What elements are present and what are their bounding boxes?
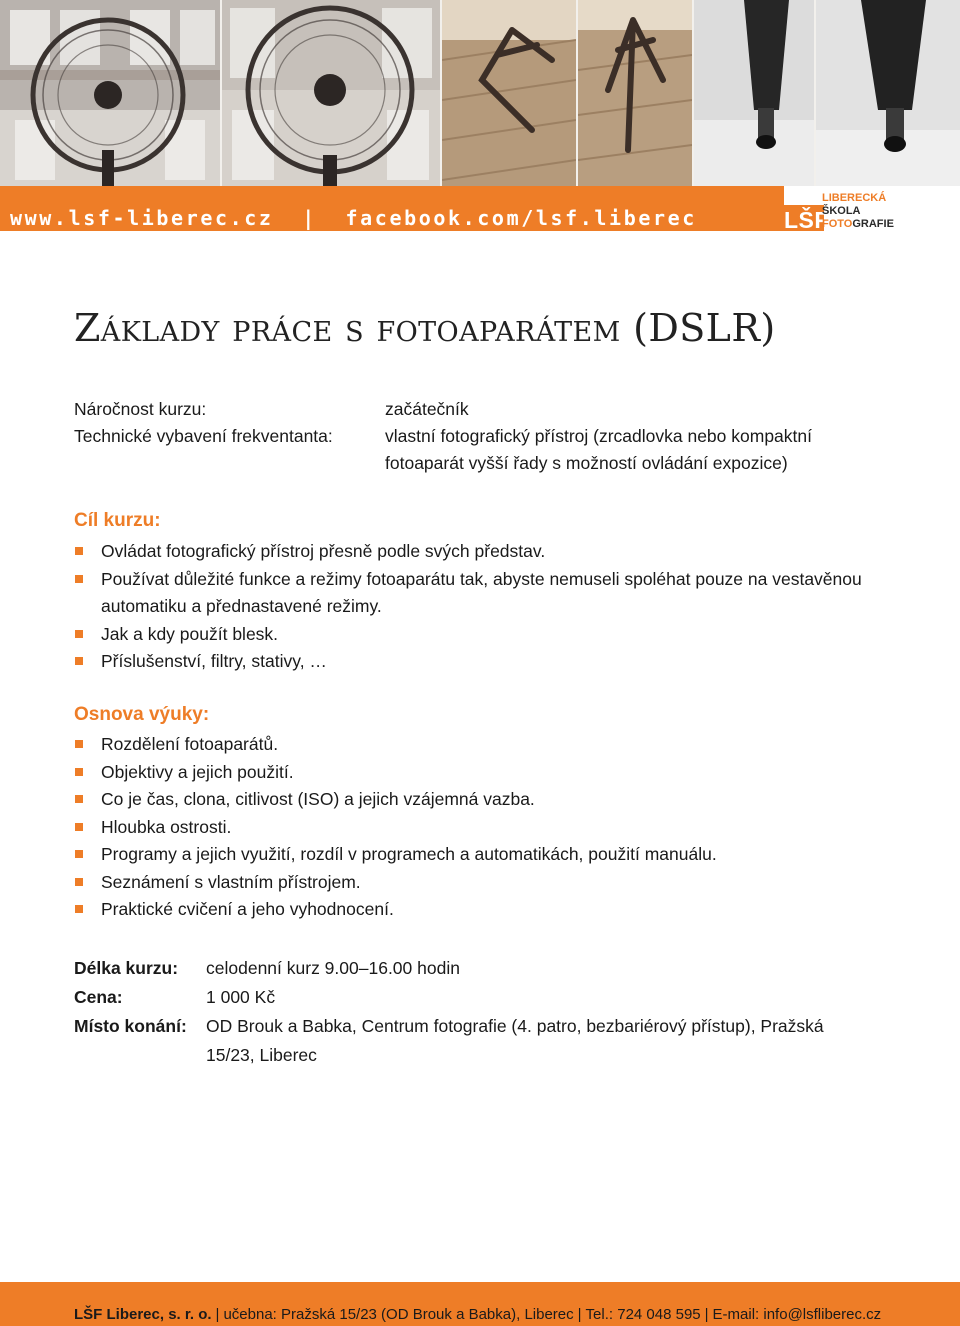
equipment-value: vlastní fotografický přístroj (zrcadlovka nebo kompaktní fotoaparát vyšší řady s možností ovládání expozice) xyxy=(385,426,812,473)
course-details xyxy=(74,954,846,1070)
list-item xyxy=(74,869,894,897)
bullet-icon xyxy=(75,630,83,638)
logo-line-1: LIBERECKÁ xyxy=(822,192,887,204)
list-item xyxy=(74,566,894,621)
fan-photo xyxy=(222,0,440,186)
length-row xyxy=(74,954,846,983)
bullet-icon xyxy=(75,878,83,886)
list-item-text: Programy a jejich využití, rozdíl v programech a automatikách, použití manuálu. xyxy=(101,844,717,864)
list-item xyxy=(74,759,894,787)
course-info xyxy=(74,396,885,477)
level-value: začátečník xyxy=(385,399,469,419)
bullet-icon xyxy=(75,547,83,555)
level-row xyxy=(74,396,885,423)
footer-org: LŠF Liberec, s. r. o. xyxy=(74,1306,212,1323)
logo-abbr: LŠF xyxy=(784,207,829,233)
place-label: Místo konání: xyxy=(74,1016,187,1036)
logo-line-3b: GRAFIE xyxy=(852,218,894,230)
list-item xyxy=(74,538,894,566)
outline-list xyxy=(74,731,894,924)
page-title: Základy práce s fotoaparátem (DSLR) xyxy=(74,306,776,350)
list-item-text: Rozdělení fotoaparátů. xyxy=(101,734,279,754)
website-link[interactable]: www.lsf-liberec.cz xyxy=(10,206,274,230)
list-item-text: Objektivy a jejich použití. xyxy=(101,761,294,782)
fan-photo xyxy=(0,0,220,186)
header-photo-strip xyxy=(0,0,960,186)
bullet-icon xyxy=(75,850,83,858)
bullet-icon xyxy=(75,657,83,665)
list-item xyxy=(74,841,894,869)
list-item xyxy=(74,731,894,759)
level-label: Náročnost kurzu: xyxy=(74,399,207,419)
header-links xyxy=(10,206,697,230)
umbrella-photo xyxy=(816,0,960,186)
equipment-label: Technické vybavení frekventanta: xyxy=(74,426,333,446)
list-item xyxy=(74,814,894,842)
facebook-link[interactable]: facebook.com/lsf.liberec xyxy=(345,206,697,230)
list-item-text: Příslušenství, filtry, stativy, … xyxy=(101,651,327,671)
list-item-text: Co je čas, clona, citlivost (ISO) a jejich vzájemná vazba. xyxy=(101,789,535,809)
footer-separator: | xyxy=(704,1306,709,1323)
place-row xyxy=(74,1012,846,1070)
footer-classroom: učebna: Pražská 15/23 (OD Brouk a Babka), Liberec xyxy=(223,1306,574,1323)
footer-contact xyxy=(74,1306,881,1323)
goals-list xyxy=(74,538,894,676)
length-label: Délka kurzu: xyxy=(74,958,179,978)
tripod-photo xyxy=(578,0,692,186)
list-item-text: Ovládat fotografický přístroj přesně podle svých představ. xyxy=(101,541,546,561)
length-value: celodenní kurz 9.00–16.00 hodin xyxy=(206,958,460,978)
goals-heading: Cíl kurzu: xyxy=(74,510,161,531)
bullet-icon xyxy=(75,795,83,803)
list-item-text: Používat důležité funkce a režimy fotoaparátu tak, abyste nemuseli spoléhat pouze na vestavěnou automatiku a přednastavené režimy. xyxy=(101,568,862,616)
footer-separator: | xyxy=(215,1306,220,1323)
list-item-text: Seznámení s vlastním přístrojem. xyxy=(101,871,361,892)
umbrella-photo xyxy=(694,0,814,186)
footer-email[interactable]: E-mail: info@lsfliberec.cz xyxy=(712,1306,882,1323)
logo-text xyxy=(822,192,894,231)
link-separator: | xyxy=(302,206,317,230)
tripod-photo xyxy=(442,0,576,186)
bullet-icon xyxy=(75,823,83,831)
footer-separator: | xyxy=(577,1306,582,1323)
logo-line-2: ŠKOLA xyxy=(822,205,861,217)
equipment-row xyxy=(74,423,885,477)
place-value: OD Brouk a Babka, Centrum fotografie (4. patro, bezbariérový přístup), Pražská 15/23, Liberec xyxy=(206,1016,824,1065)
bullet-icon xyxy=(75,768,83,776)
bullet-icon xyxy=(75,575,83,583)
list-item xyxy=(74,621,894,649)
footer-phone[interactable]: Tel.: 724 048 595 xyxy=(585,1306,701,1323)
bullet-icon xyxy=(75,905,83,913)
price-value: 1 000 Kč xyxy=(206,987,276,1007)
list-item-text: Jak a kdy použít blesk. xyxy=(101,623,279,644)
logo-line-3a: FOTO xyxy=(822,218,853,230)
list-item xyxy=(74,896,894,924)
list-item-text: Hloubka ostrosti. xyxy=(101,816,232,837)
price-row xyxy=(74,983,846,1012)
list-item-text: Praktické cvičení a jeho vyhodnocení. xyxy=(101,899,394,919)
list-item xyxy=(74,786,894,814)
outline-heading: Osnova výuky: xyxy=(74,704,210,725)
price-label: Cena: xyxy=(74,987,123,1007)
bullet-icon xyxy=(75,740,83,748)
list-item xyxy=(74,648,894,676)
